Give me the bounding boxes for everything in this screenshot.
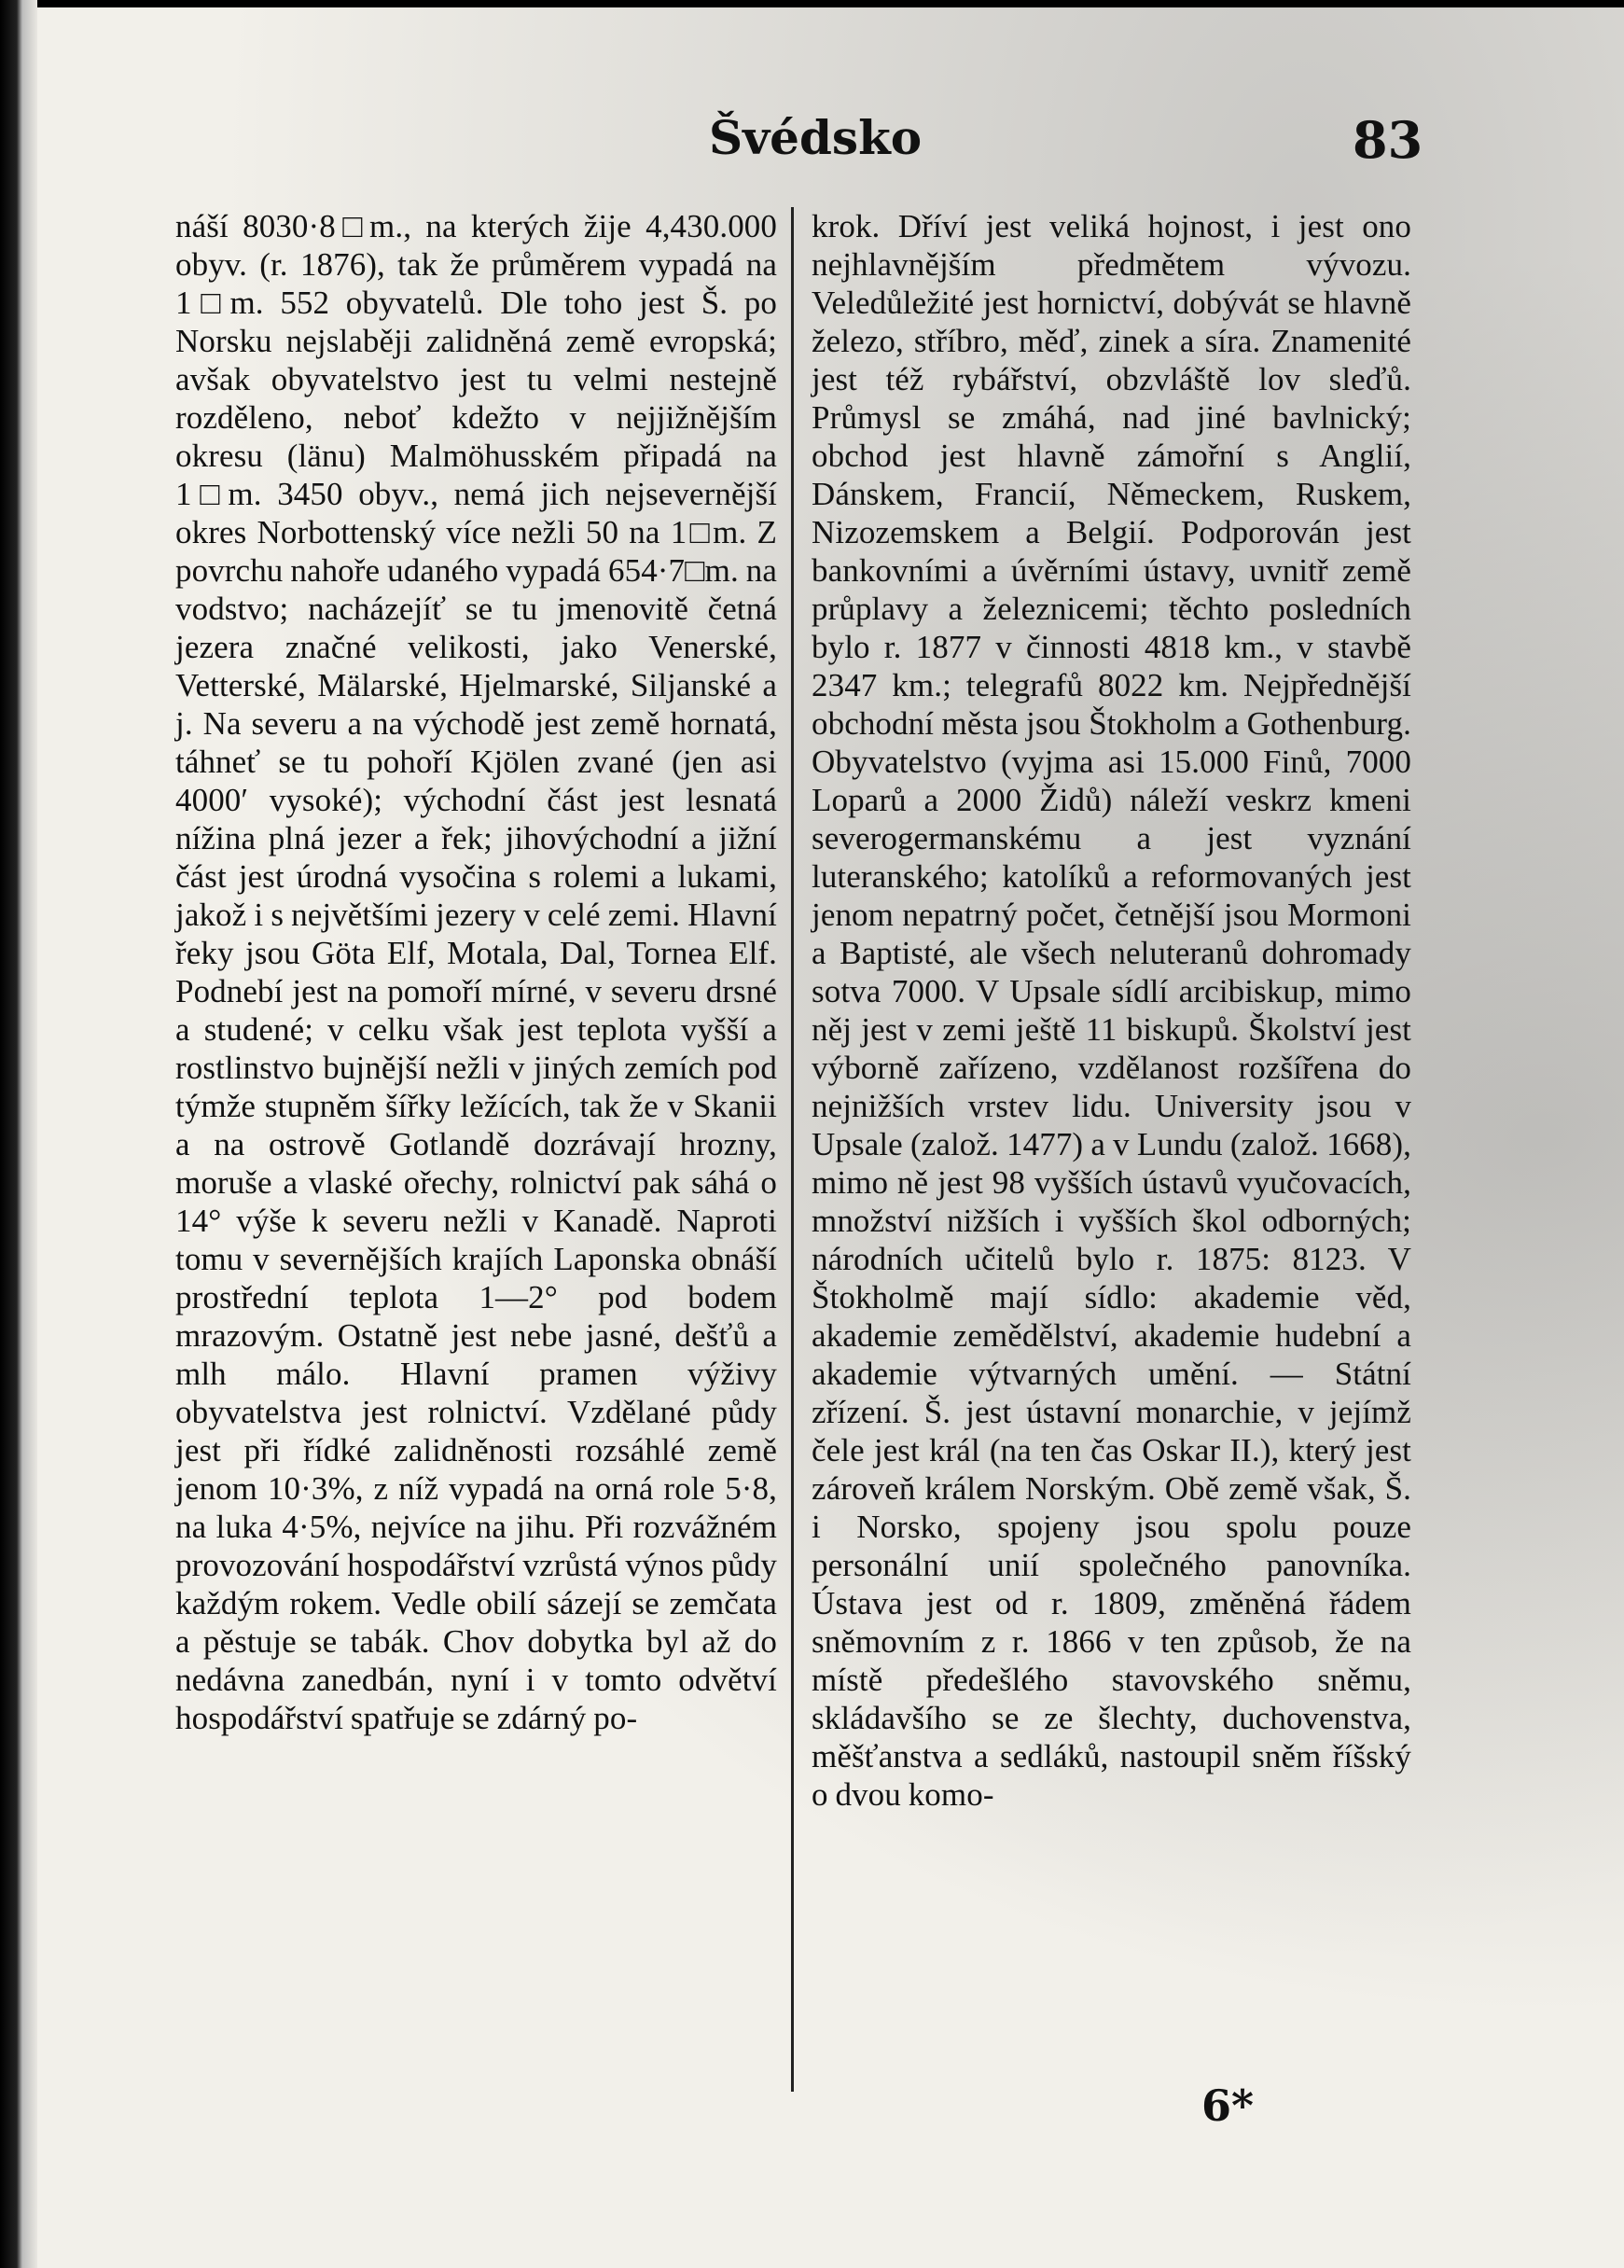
book-spine-edge <box>0 0 37 2268</box>
left-column-text: náší 8030·8□m., na kterých žije 4,430.000 obyv. (r. 1876), tak že průměrem vypadá na 1□m. 552 obyvatelů. Dle toho jest Š. po Norsku nejslaběji zalidněná země evropská; avšak obyvatelstvo jest tu velmi nestejně rozděleno, neboť kdežto v nejjižnějším okresu (länu) Malmöhusském připadá na 1□m. 3450 obyv., nemá jich nejsevernější okres Norbottenský více nežli 50 na 1□m. Z povrchu nahoře udaného vypadá 654·7□m. na vodstvo; nacházejíť se tu jmenovitě četná jezera značné velikosti, jako Venerské, Vetterské, Mälarské, Hjelmarské, Siljanské a j. Na severu a na východě jest země hornatá, táhneť se tu pohoří Kjölen zvané (jen asi 4000′ vysoké); východní část jest lesnatá nížina plná jezer a řek; jihovýchodní a jižní část jest úrodná vysočina s rolemi a lukami, jakož i s největšími jezery v celé zemi. Hlavní řeky jsou Göta Elf, Motala, Dal, Tornea Elf. Podnebí jest na pomoří mírné, v severu drsné a studené; v celku však jest teplota vyšší a rostlinstvo bujnější nežli v jiných zemích pod týmže stupněm šířky ležících, tak že v Skanii a na ostrově Gotlandě dozrávají hrozny, moruše a vlaské ořechy, rolnictví pak sáhá o 14° výše k severu nežli v Kanadě. Naproti tomu v severnějších krajích Laponska obnáší prostřední teplota 1—2° pod bodem mrazovým. Ostatně jest nebe jasné, dešťů a mlh málo. Hlavní pramen výživy obyvatelstva jest rolnictví. Vzdělané půdy jest při řídké zalidněnosti rozsáhlé země jenom 10·3%, z níž vypadá na orná role 5·8, na luka 4·5%, nejvíce na jihu. Při rozvážném provozování hospodářství vzrůstá výnos půdy každým rokem. Vedle obilí sázejí se zemčata a pěstuje se tabák. Chov dobytka byl až do nedávna zanedbán, nyní i v tomto odvětví hospodářství spatřuje se zdárný po- <box>175 208 777 1736</box>
page-number: 83 <box>1353 110 1423 170</box>
signature-mark: 6* <box>1201 2080 1255 2131</box>
column-divider <box>791 207 794 2092</box>
running-title: Švédsko <box>709 110 923 165</box>
right-column-text: krok. Dříví jest veliká hojnost, i jest ono nejhlavnějším předmětem vývozu. Veledůležité jest hornictví, dobývát se hlavně železo, stříbro, měď, zinek a síra. Znamenité jest též rybářství, obzvláště lov sleďů. Průmysl se zmáhá, nad jiné bavlnický; obchod jest hlavně zámořní s Anglií, Dánskem, Francií, Německem, Ruskem, Nizozemskem a Belgií. Podporován jest bankovními a úvěrními ústavy, uvnitř země průplavy a železnicemi; těchto posledních bylo r. 1877 v činnosti 4818 km., v stavbě 2347 km.; telegrafů 8022 km. Nejpřednější obchodní města jsou Štokholm a Gothenburg. Obyvatelstvo (vyjma asi 15.000 Finů, 7000 Loparů a 2000 Židů) náleží veskrz kmeni severogermanskému a jest vyznání luteranského; katolíků a reformovaných jest jenom nepatrný počet, četnější jsou Mormoni a Baptisté, ale všech neluteranů dohromady sotva 7000. V Upsale sídlí arcibiskup, mimo něj jest v zemi ještě 11 biskupů. Školství jest výborně zařízeno, vzdělanost rozšířena do nejnižších vrstev lidu. University jsou v Upsale (založ. 1477) a v Lundu (založ. 1668), mimo ně jest 98 vyšších ústavů vyučovacích, množství nižších i vyšších škol odborných; národních učitelů bylo r. 1875: 8123. V Štokholmě mají sídlo: akademie věd, akademie zemědělství, akademie hudební a akademie výtvarných umění. — Státní zřízení. Š. jest ústavní monarchie, v jejímž čele jest král (na ten čas Oskar II.), který jest zároveň králem Norským. Obě země však, Š. i Norsko, spojeny jsou spolu pouze personální unií společného panovníka. Ústava jest od r. 1809, změněná řádem sněmovním z r. 1866 v ten způsob, že na místě předešlého stavovského sněmu, skládavšího se ze šlechty, duchovenstva, měšťanstva a sedláků, nastoupil sněm říšský o dvou komo- <box>812 208 1411 1813</box>
page-header <box>0 110 1624 175</box>
